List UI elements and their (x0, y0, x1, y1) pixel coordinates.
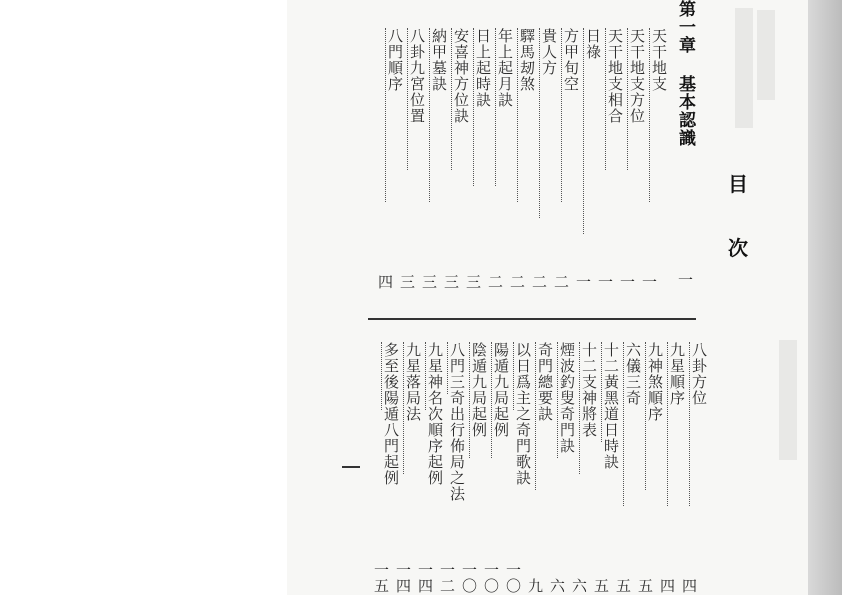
toc-entry-label: 貴人方 (540, 28, 558, 76)
toc-entry-label: 納甲墓訣 (430, 28, 448, 92)
toc-entry-page: 六 (570, 578, 588, 594)
toc-entry-label: 天干地支方位 (628, 28, 646, 124)
title-ci: 次 (728, 236, 748, 260)
chapter-spacer (675, 54, 695, 75)
chapter-name: 基本認識 (675, 75, 695, 147)
toc-entry-page: 四 (376, 274, 394, 290)
toc-entry-label: 陰遁九局起例 (470, 342, 488, 438)
toc-entry-label: 年上起月訣 (496, 28, 514, 108)
toc-entry-page: 一五 (372, 562, 390, 594)
toc-entry-label: 十二支神將表 (580, 342, 598, 438)
toc-entry-label: 八卦九宮位置 (408, 28, 426, 124)
toc-entry-page: 一〇 (482, 562, 500, 594)
toc-entry-page: 一四 (416, 562, 434, 594)
toc-entry-label: 安喜神方位訣 (452, 28, 470, 124)
toc-entry-label: 十二黃黑道日時訣 (602, 342, 620, 470)
toc-entry-label: 以日爲主之奇門歌訣 (514, 342, 532, 486)
toc-entry-page: 一〇 (460, 562, 478, 594)
toc-entry-page: 六 (548, 578, 566, 594)
title-mu: 目 (728, 172, 748, 196)
toc-entry-label: 多至後陽遁八門起例 (382, 342, 400, 486)
toc-entry-page: 五 (636, 578, 654, 594)
toc-entry-page: 九 (526, 578, 544, 594)
toc-entry-page: 一 (574, 274, 592, 290)
toc-entry-label: 天干地支相合 (606, 28, 624, 124)
toc-entry-label: 日上起時訣 (474, 28, 492, 108)
toc-entry-label: 奇門總要訣 (536, 342, 554, 422)
toc-entry-label: 八門順序 (386, 28, 404, 92)
toc-entry-label: 方甲旬空 (562, 28, 580, 92)
toc-entry-page: 一 (640, 274, 658, 290)
section-divider (368, 318, 696, 320)
toc-entry-page: 三 (420, 274, 438, 290)
toc-entry-label: 八門三奇出行佈局之法 (448, 342, 466, 502)
toc-entry-page: 二 (530, 274, 548, 290)
page-number-mark (342, 466, 360, 468)
toc-entry-label: 驛馬刼煞 (518, 28, 536, 92)
page-edge-shadow (808, 0, 842, 595)
toc-entry-page: 四 (680, 578, 698, 594)
toc-entry-label: 煙波釣叟奇門訣 (558, 342, 576, 454)
toc-entry-label: 日祿 (584, 28, 602, 60)
toc-entry-page: 三 (398, 274, 416, 290)
toc-entry-page: 一二 (438, 562, 456, 594)
chapter-heading (676, 0, 694, 290)
toc-entry-label: 九星落局法 (404, 342, 422, 422)
toc-entry-page: 一〇 (504, 562, 522, 594)
toc-entry-label: 陽遁九局起例 (492, 342, 510, 438)
toc-entry-label: 六儀三奇 (624, 342, 642, 406)
toc-entry-page: 三 (442, 274, 460, 290)
toc-entry-page: 二 (508, 274, 526, 290)
bleed-through-shadow (735, 8, 753, 128)
toc-entry-page: 三 (464, 274, 482, 290)
toc-lower-entry[interactable] (372, 342, 400, 594)
toc-entry-page: 五 (592, 578, 610, 594)
toc-entry-label: 天干地支 (650, 28, 668, 92)
toc-entry-page: 一四 (394, 562, 412, 594)
toc-entry-page: 二 (486, 274, 504, 290)
toc-entry-page: 五 (614, 578, 632, 594)
toc-entry-label: 九星神名次順序起例 (426, 342, 444, 486)
toc-entry-label: 九星順序 (668, 342, 686, 406)
toc-entry-label: 九神煞順序 (646, 342, 664, 422)
toc-entry-label: 八卦方位 (690, 342, 708, 406)
bleed-through-shadow (757, 10, 775, 100)
toc-entry-page: 二 (552, 274, 570, 290)
toc-entry-page: 四 (658, 578, 676, 594)
bleed-through-shadow (779, 340, 797, 460)
toc-entry-page: 一 (596, 274, 614, 290)
chapter-page: 一 (676, 272, 694, 288)
toc-entry-page: 一 (618, 274, 636, 290)
toc-upper-entry[interactable] (376, 28, 404, 290)
chapter-label: 第一章 (675, 0, 695, 54)
